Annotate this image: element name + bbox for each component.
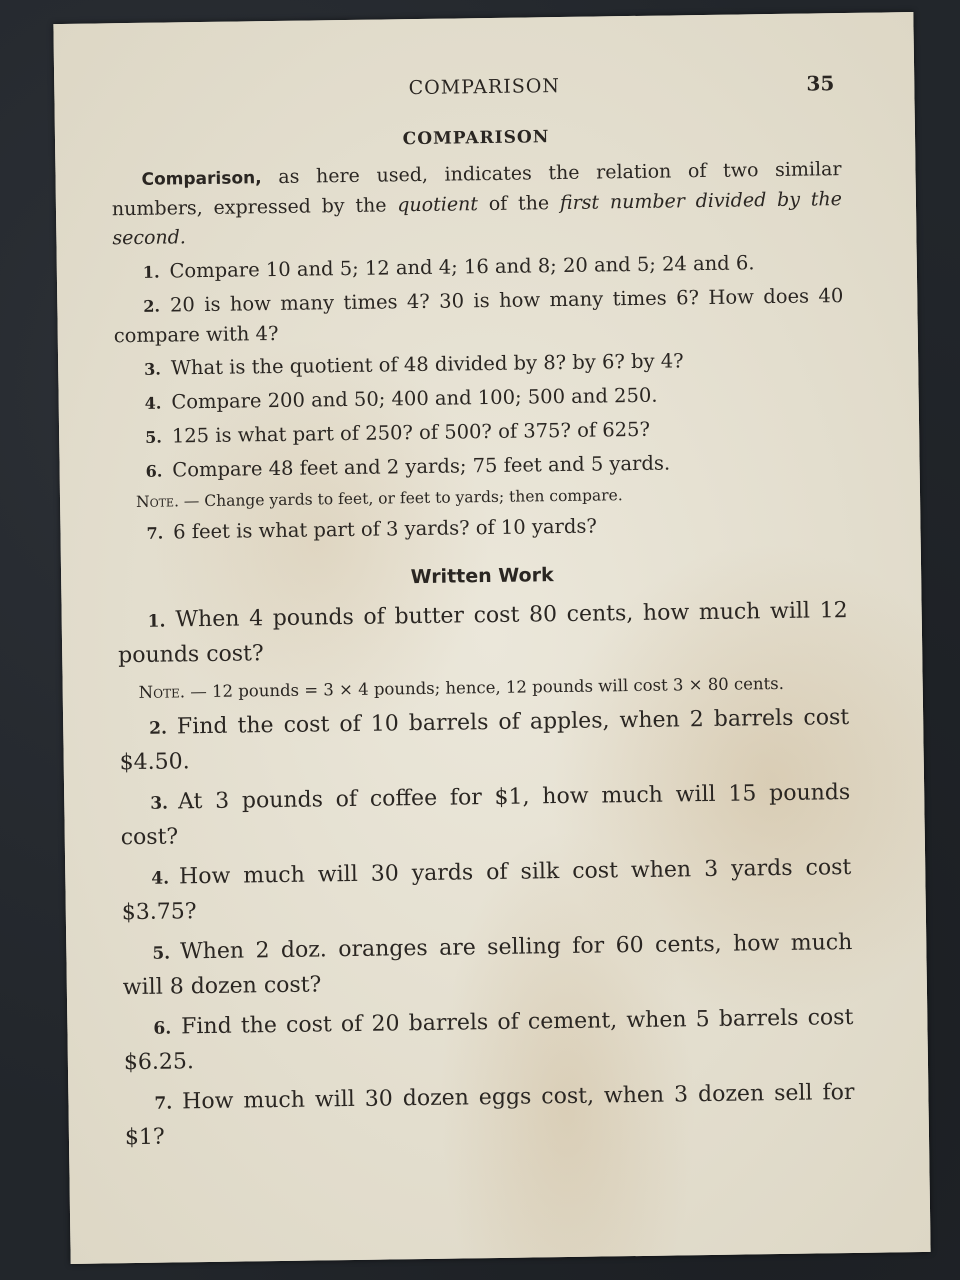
note-label: Note.	[138, 682, 186, 702]
problem-number: 1.	[147, 611, 166, 632]
intro-paragraph	[111, 155, 842, 253]
intro-text-2: of the	[477, 192, 561, 216]
problem-number: 2.	[149, 718, 168, 739]
intro-italic-1: quotient	[397, 193, 479, 217]
problem-number: 3.	[150, 793, 169, 814]
note-text: — 12 pounds = 3 × 4 pounds; hence, 12 pounds will cost 3 × 80 cents.	[184, 673, 785, 702]
problem-text: When 4 pounds of butter cost 80 cents, how much will 12 pounds cost?	[118, 598, 848, 669]
note-label: Note.	[135, 492, 180, 511]
problem-number: 1.	[142, 262, 160, 282]
intro-italic-2: first number divided by the second.	[112, 188, 843, 250]
problem-text: When 2 doz. oranges are selling for 60 cents, how much will 8 dozen cost?	[122, 930, 853, 1001]
written-problem-list	[117, 594, 855, 1155]
problem-number: 5.	[152, 943, 171, 964]
problem-number: 4.	[151, 868, 170, 889]
written-problem	[117, 594, 848, 673]
intro-text-1: as here used, indicates the relation of two similar numbers, expressed by the	[111, 158, 842, 221]
oral-problem	[113, 247, 843, 287]
problem-text: Compare 48 feet and 2 yards; 75 feet and 5 yards.	[172, 451, 671, 482]
oral-problem	[115, 446, 845, 486]
problem-number: 2.	[143, 296, 161, 316]
problem-number: 6.	[145, 461, 163, 481]
problem-text: Find the cost of 10 barrels of apples, when 2 barrels cost $4.50.	[119, 705, 850, 776]
oral-problem	[116, 508, 846, 548]
written-note	[119, 669, 849, 707]
oral-problem	[115, 412, 845, 452]
page-content	[111, 123, 855, 1161]
section-title: COMPARISON	[402, 127, 550, 150]
problem-text: How much will 30 yards of silk cost when 3 yards cost $3.75?	[121, 855, 852, 926]
written-work-heading: Written Work	[410, 564, 554, 589]
problem-text: Compare 10 and 5; 12 and 4; 16 and 8; 20 and 5; 24 and 6.	[169, 251, 755, 283]
problem-text: Compare 200 and 50; 400 and 100; 500 and 250.	[171, 383, 658, 414]
problem-text: 20 is how many times 4? 30 is how many times 6? How does 40 compare with 4?	[113, 284, 844, 348]
problem-number: 5.	[145, 427, 162, 447]
written-problem	[120, 776, 851, 855]
written-problem	[119, 701, 850, 780]
oral-problem	[113, 281, 844, 350]
problem-text: Find the cost of 20 barrels of cement, when 5 barrels cost $6.25.	[123, 1004, 854, 1076]
problem-text: 6 feet is what part of 3 yards? of 10 yards?	[173, 514, 598, 544]
problem-number: 7.	[146, 523, 164, 543]
problem-number: 7.	[154, 1093, 173, 1114]
running-head: COMPARISON	[408, 74, 561, 100]
problem-text: How much will 30 dozen eggs cost, when 3 dozen sell for $1?	[124, 1079, 855, 1151]
problem-number: 4.	[144, 393, 162, 413]
written-problem	[123, 1001, 854, 1080]
note-text: — Change yards to feet, or feet to yards; then compare.	[178, 486, 623, 511]
oral-problem-list	[113, 247, 847, 548]
written-problem	[122, 926, 853, 1005]
oral-problem	[114, 378, 844, 418]
intro-term: Comparison,	[141, 168, 262, 190]
written-problem	[121, 851, 852, 930]
page-number: 35	[806, 71, 835, 96]
problem-number: 6.	[153, 1018, 172, 1039]
book-page	[53, 12, 930, 1264]
problem-text: At 3 pounds of coffee for $1, how much will 15 pounds cost?	[120, 780, 851, 851]
oral-problem	[114, 344, 844, 384]
problem-text: What is the quotient of 48 divided by 8? by 6? by 4?	[170, 349, 684, 380]
written-problem	[124, 1076, 855, 1155]
problem-text: 125 is what part of 250? of 500? of 375? of 625?	[171, 417, 651, 448]
problem-number: 3.	[144, 359, 162, 379]
